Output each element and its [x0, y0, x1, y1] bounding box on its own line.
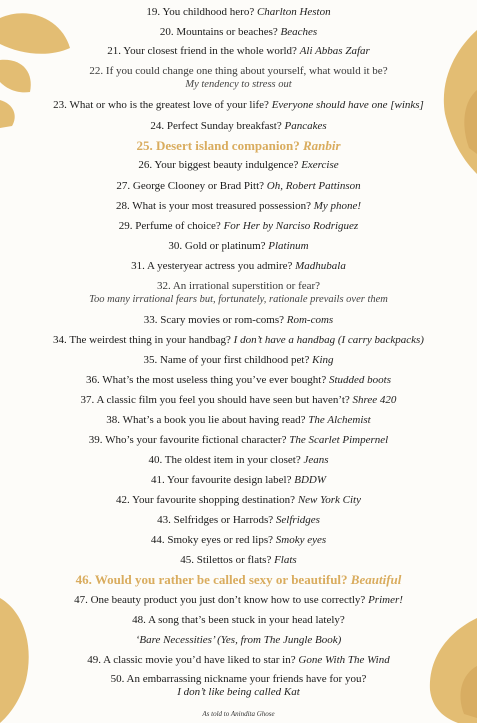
qa-item-47 — [0, 594, 477, 607]
answer: My phone! — [313, 200, 362, 212]
qa-item-31 — [0, 260, 477, 273]
question: 36. What’s the most useless thing you’ve ever bought? — [85, 374, 327, 386]
qa-item-43 — [0, 514, 477, 527]
answer: Charlton Heston — [256, 6, 331, 18]
qa-item-21 — [0, 45, 477, 58]
qa-item-28 — [0, 200, 477, 213]
question: 30. Gold or platinum? — [168, 240, 266, 252]
answer: For Her by Narciso Rodriguez — [223, 220, 359, 232]
qa-item-26 — [0, 159, 477, 172]
answer: The Scarlet Pimpernel — [289, 434, 389, 446]
answer: Too many irrational fears but, fortunately, rationale prevails over them — [89, 294, 388, 305]
question: 19. You childhood hero? — [146, 6, 255, 18]
answer: Ali Abbas Zafar — [299, 45, 370, 57]
question: 43. Selfridges or Harrods? — [157, 514, 274, 526]
qa-item-33 — [0, 314, 477, 327]
answer: BDDW — [294, 474, 327, 486]
qa-item-19 — [0, 6, 477, 19]
qa-item-25-highlight — [0, 138, 477, 153]
answer: Exercise — [301, 159, 339, 171]
question: 42. Your favourite shopping destination? — [116, 494, 296, 506]
qa-item-22 — [0, 65, 477, 91]
qa-item-36 — [0, 374, 477, 387]
question: 44. Smoky eyes or red lips? — [150, 534, 274, 546]
question: 48. A song that’s been stuck in your head lately? — [132, 614, 345, 626]
qa-item-46-highlight — [0, 572, 477, 587]
question: 39. Who’s your favourite fictional character? — [88, 434, 287, 446]
answer: Beaches — [280, 26, 318, 38]
question: 20. Mountains or beaches? — [159, 26, 278, 38]
answer: Oh, Robert Pattinson — [266, 180, 361, 192]
question: 24. Perfect Sunday breakfast? — [150, 120, 282, 132]
qa-item-38 — [0, 414, 477, 427]
answer: I don’t have a handbag (I carry backpacks) — [233, 334, 424, 346]
answer: Rom-coms — [286, 314, 334, 326]
answer: Smoky eyes — [275, 534, 327, 546]
author-credit: As told to Anindita Ghose — [202, 710, 275, 718]
answer: Flats — [274, 554, 297, 566]
qa-item-42 — [0, 494, 477, 507]
qa-item-27 — [0, 180, 477, 193]
qa-item-29 — [0, 220, 477, 233]
question: 25. Desert island companion? — [136, 138, 300, 153]
answer: Shree 420 — [352, 394, 397, 406]
qa-item-49 — [0, 654, 477, 667]
qa-item-32 — [0, 280, 477, 306]
answer: Ranbir — [302, 138, 341, 153]
question: 29. Perfume of choice? — [118, 220, 221, 232]
answer: Madhubala — [295, 260, 346, 272]
question: 33. Scary movies or rom-coms? — [143, 314, 285, 326]
answer: Pancakes — [284, 120, 327, 132]
question: 47. One beauty product you just don’t know how to use correctly? — [74, 594, 366, 606]
qa-item-30 — [0, 240, 477, 253]
qa-item-23 — [0, 99, 477, 112]
question: 26. Your biggest beauty indulgence? — [138, 159, 299, 171]
answer: Primer! — [368, 594, 403, 606]
answer: Selfridges — [275, 514, 320, 526]
question: 32. An irrational superstition or fear? — [156, 280, 321, 292]
answer: ‘Bare Necessities’ (Yes, from The Jungle Book) — [135, 634, 342, 646]
question: 31. A yesteryear actress you admire? — [131, 260, 293, 272]
question: 22. If you could change one thing about yourself, what would it be? — [89, 65, 388, 77]
question: 50. An embarrassing nickname your friends have for you? — [110, 673, 367, 685]
answer: Everyone should have one [winks] — [271, 99, 424, 111]
qa-item-24 — [0, 120, 477, 133]
answer: New York City — [297, 494, 361, 506]
question: 37. A classic film you feel you should have seen but haven’t? — [80, 394, 350, 406]
question: 46. Would you rather be called sexy or beautiful? — [75, 572, 348, 587]
answer: Studded boots — [328, 374, 391, 386]
qa-item-50 — [0, 673, 477, 699]
qa-item-41 — [0, 474, 477, 487]
question: 41. Your favourite design label? — [150, 474, 292, 486]
question: 28. What is your most treasured possession? — [115, 200, 311, 212]
question: 40. The oldest item in your closet? — [148, 454, 301, 466]
qa-item-40 — [0, 454, 477, 467]
answer: Jeans — [303, 454, 329, 466]
question: 45. Stilettos or flats? — [180, 554, 272, 566]
answer: King — [312, 354, 334, 366]
qa-item-48 — [0, 614, 477, 627]
answer: Beautiful — [350, 572, 402, 587]
question: 49. A classic movie you’d have liked to star in? — [87, 654, 296, 666]
qa-item-34 — [0, 334, 477, 347]
answer: Platinum — [268, 240, 309, 252]
answer: My tendency to stress out — [185, 79, 292, 90]
question: 35. Name of your first childhood pet? — [143, 354, 310, 366]
answer: I don’t like being called Kat — [177, 686, 300, 698]
qa-item-37 — [0, 394, 477, 407]
qa-item-20 — [0, 26, 477, 39]
answer: The Alchemist — [308, 414, 371, 426]
qa-item-44 — [0, 534, 477, 547]
question: 27. George Clooney or Brad Pitt? — [116, 180, 265, 192]
question: 34. The weirdest thing in your handbag? — [53, 334, 231, 346]
question: 38. What’s a book you lie about having read? — [106, 414, 306, 426]
qa-item-35 — [0, 354, 477, 367]
answer: Gone With The Wind — [298, 654, 390, 666]
question: 21. Your closest friend in the whole world? — [107, 45, 297, 57]
qa-item-48-answer — [0, 634, 477, 647]
qa-item-45 — [0, 554, 477, 567]
question: 23. What or who is the greatest love of your life? — [53, 99, 269, 111]
qa-item-39 — [0, 434, 477, 447]
